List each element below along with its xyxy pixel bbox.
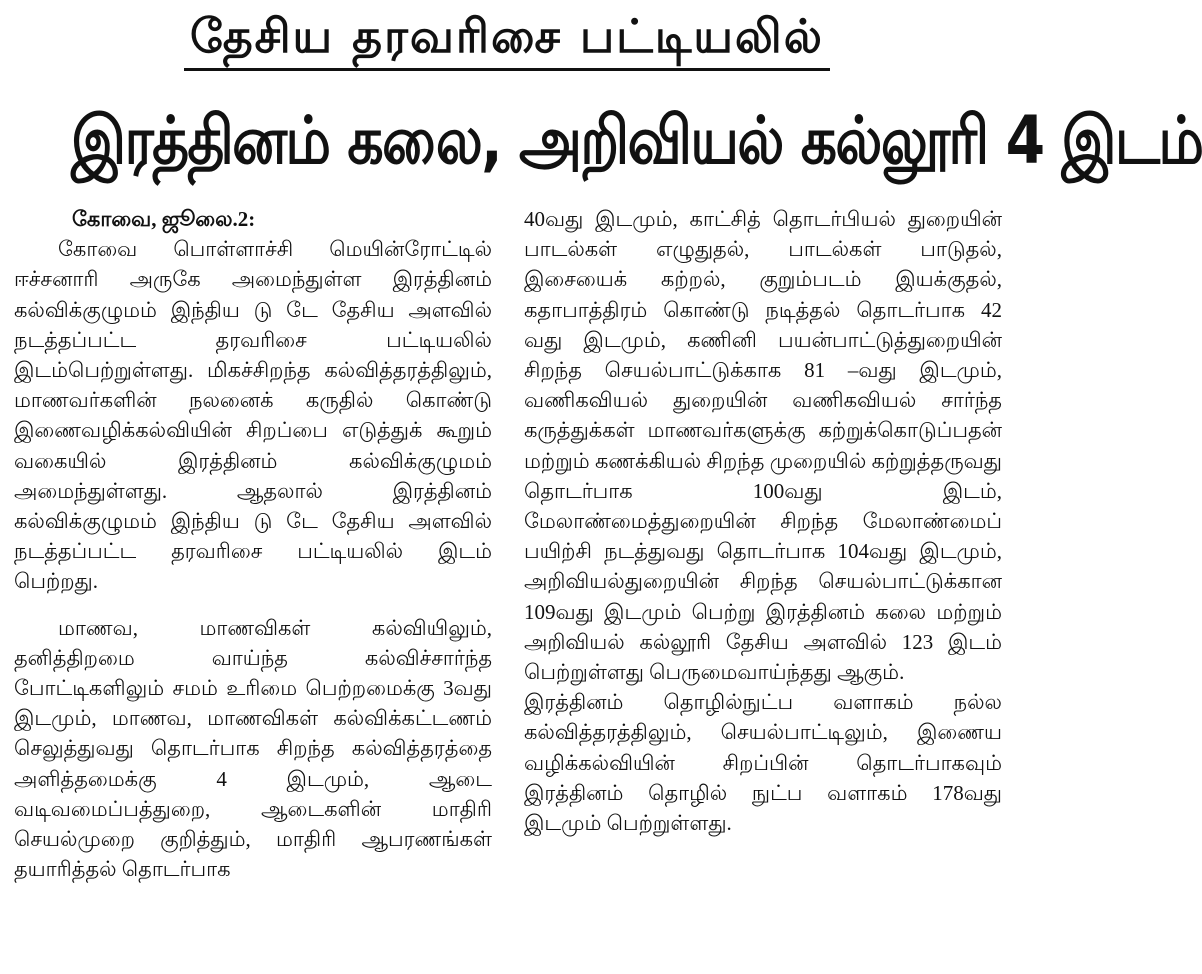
article-column-left (14, 204, 492, 968)
paragraph-1: கோவை பொள்ளாச்சி மெயின்ரோட்டில் ஈச்சனாரி அருகே அமைந்துள்ள இரத்தினம் கல்விக்குழுமம் இந்திய டு டே தேசிய அளவில் நடத்தப்பட்ட தரவரிசை பட்டியலில் இடம்பெற்றுள்ளது. மிகச்சிறந்த கல்வித்தரத்திலும், மாணவர்களின் நலனைக் கருதில் கொண்டு இணைவழிக்கல்வியின் சிறப்பை எடுத்துக் கூறும் வகையில் இரத்தினம் கல்விக்குழுமம் அமைந்துள்ளது. ஆதலால் இரத்தினம் கல்விக்குழுமம் இந்திய டு டே தேசிய அளவில் நடத்தப்பட்ட தரவரிசை பட்டியலில் இடம் பெற்றது. (14, 237, 492, 594)
kicker-text: தேசிய தரவரிசை பட்டியலில் (184, 4, 830, 71)
paragraph-2: மாணவ, மாணவிகள் கல்வியிலும், தனித்திறமை வாய்ந்த கல்விச்சார்ந்த போட்டிகளிலும் சமம் உரிமை பெற்றமைக்கு 3வது இடமும், மாணவ, மாணவிகள் கல்விக்கட்டணம் செலுத்துவது தொடர்பாக சிறந்த கல்வித்தரத்தை அளித்தமைக்கு 4 இடமும், ஆடை வடிவமைப்பத்துறை, ஆடைகளின் மாதிரி செயல்முறை குறித்தும், மாதிரி ஆபரணங்கள் தயாரித்தல் தொடர்பாக (14, 615, 492, 882)
kicker-heading (0, 4, 1014, 70)
paragraph-3: 40வது இடமும், காட்சித் தொடர்பியல் துறையின் பாடல்கள் எழுதுதல், பாடல்கள் பாடுதல், இசையைக் கற்றல், குறும்படம் இயக்குதல், கதாபாத்திரம் கொண்டு நடித்தல் தொடர்பாக 42 வது இடமும், கணினி பயன்பாட்டுத்துறையின் சிறந்த செயல்பாட்டுக்காக 81 –வது இடமும், வணிகவியல் துறையின் வணிகவியல் சார்ந்த கருத்துக்கள் மாணவர்களுக்கு கற்றுக்கொடுப்பதன் மற்றும் கணக்கியல் சிறந்த முறையில் கற்றுத்தருவது தொடர்பாக 100வது இடம், மேலாண்மைத்துறையின் சிறந்த மேலாண்மைப் பயிற்சி நடத்துவது தொடர்பாக 104வது இடமும், அறிவியல்துறையின் சிறந்த செயல்பாட்டுக்கான 109வது இடமும் பெற்று இரத்தினம் கலை மற்றும் அறிவியல் கல்லூரி தேசிய அளவில் 123 இடம் பெற்றுள்ளது பெருமைவாய்ந்தது ஆகும். (524, 207, 1002, 685)
article-column-right (524, 204, 1002, 968)
dateline: கோவை, ஜூலை.2: (72, 207, 256, 231)
headline: இரத்தினம் கலை, அறிவியல் கல்லூரி 4 இடம் (70, 102, 1202, 179)
paragraph-4: இரத்தினம் தொழில்நுட்ப வளாகம் நல்ல கல்வித்தரத்திலும், செயல்பாட்டிலும், இணைய வழிக்கல்வியின் சிறப்பின் தொடர்பாகவும் இரத்தினம் தொழில் நுட்ப வளாகம் 178வது இடமும் பெற்றுள்ளது. (524, 690, 1002, 836)
